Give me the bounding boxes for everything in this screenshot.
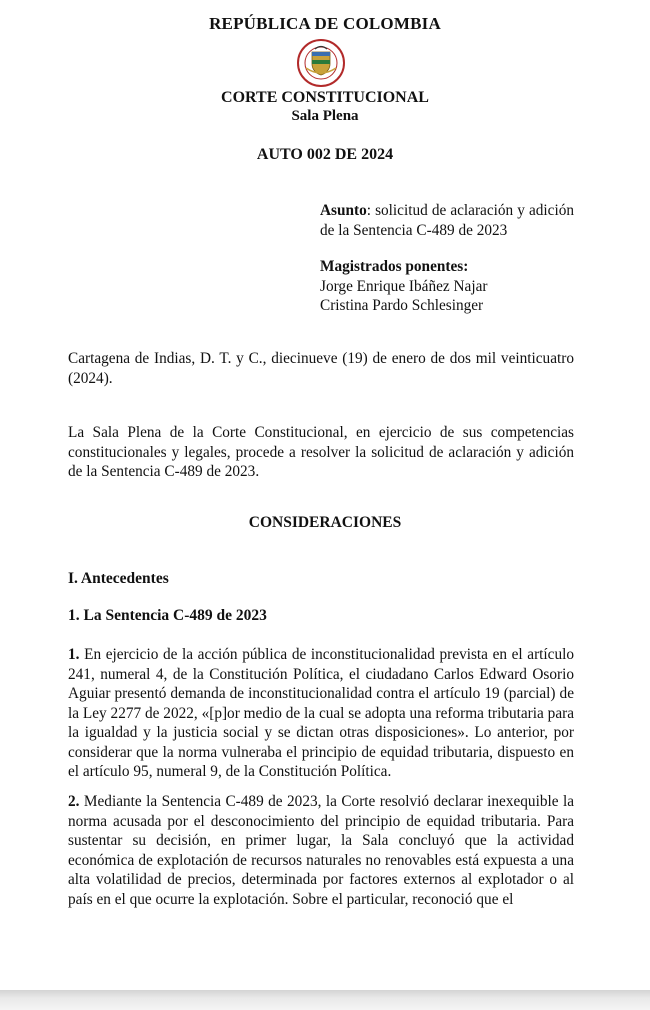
bottom-edge-bar [0, 990, 650, 1010]
paragraph-1 [68, 645, 574, 782]
magistrado-name: Cristina Pardo Schlesinger [320, 297, 484, 314]
city-date-paragraph: Cartagena de Indias, D. T. y C., diecinueve (19) de enero de dos mil veinticuatro (2024). [68, 350, 574, 387]
subsection-heading: 1. La Sentencia C-489 de 2023 [68, 607, 267, 624]
magistrado-name: Jorge Enrique Ibáñez Najar [320, 277, 488, 295]
auto-title: AUTO 002 DE 2024 [256, 146, 394, 163]
paragraph-2 [68, 792, 574, 909]
consideraciones-heading: CONSIDERACIONES [248, 514, 402, 531]
paragraph-text: En ejercicio de la acción pública de inconstitucionalidad prevista en el artículo 241, numeral 4, de la Constitución Política, el ciudadano Carlos Edward Osorio Aguiar presentó demanda de inconstitucionalidad contra el artículo 19 (parcial) de la Ley 2277 de 2022, «[p]or medio de la cual se adopta una reforma tributaria para la igualdad y la justicia social y se dictan otras disposiciones». Lo anterior, por considerar que la norma vulneraba el principio de equidad tributaria, dispuesto en el artículo 95, numeral 9, de la Constitución Política. [68, 646, 574, 780]
asunto-label: Asunto [320, 202, 367, 219]
paragraph-number: 1. [68, 646, 80, 663]
chamber-name: Sala Plena [291, 108, 359, 124]
magistrados-block [320, 257, 580, 316]
court-name: CORTE CONSTITUCIONAL [221, 89, 429, 106]
intro-paragraph: La Sala Plena de la Corte Constitucional, en ejercicio de sus competencias constitucionales y legales, procede a resolver la solicitud de aclaración y adición de la Sentencia C-489 de 2023. [68, 424, 574, 480]
asunto-block [320, 201, 574, 240]
magistrados-label: Magistrados ponentes: [320, 258, 469, 275]
section-heading: I. Antecedentes [68, 570, 169, 587]
paragraph-number: 2. [68, 793, 80, 810]
country-heading: REPÚBLICA DE COLOMBIA [209, 14, 441, 33]
paragraph-text: Mediante la Sentencia C-489 de 2023, la Corte resolvió declarar inexequible la norma acusada por el desconocimiento del principio de equidad tributaria. Para sustentar su decisión, en primer lugar, la Sala concluyó que la actividad económica de explotación de recursos naturales no renovables está expuesta a una alta volatilidad de precios, determinada por factores externos al explotador o al país en el que ocurre la explotación. Sobre el particular, reconoció que el [68, 793, 574, 908]
asunto-text: : solicitud de aclaración y adición de la Sentencia C-489 de 2023 [320, 202, 574, 239]
court-seal-icon [292, 38, 350, 88]
